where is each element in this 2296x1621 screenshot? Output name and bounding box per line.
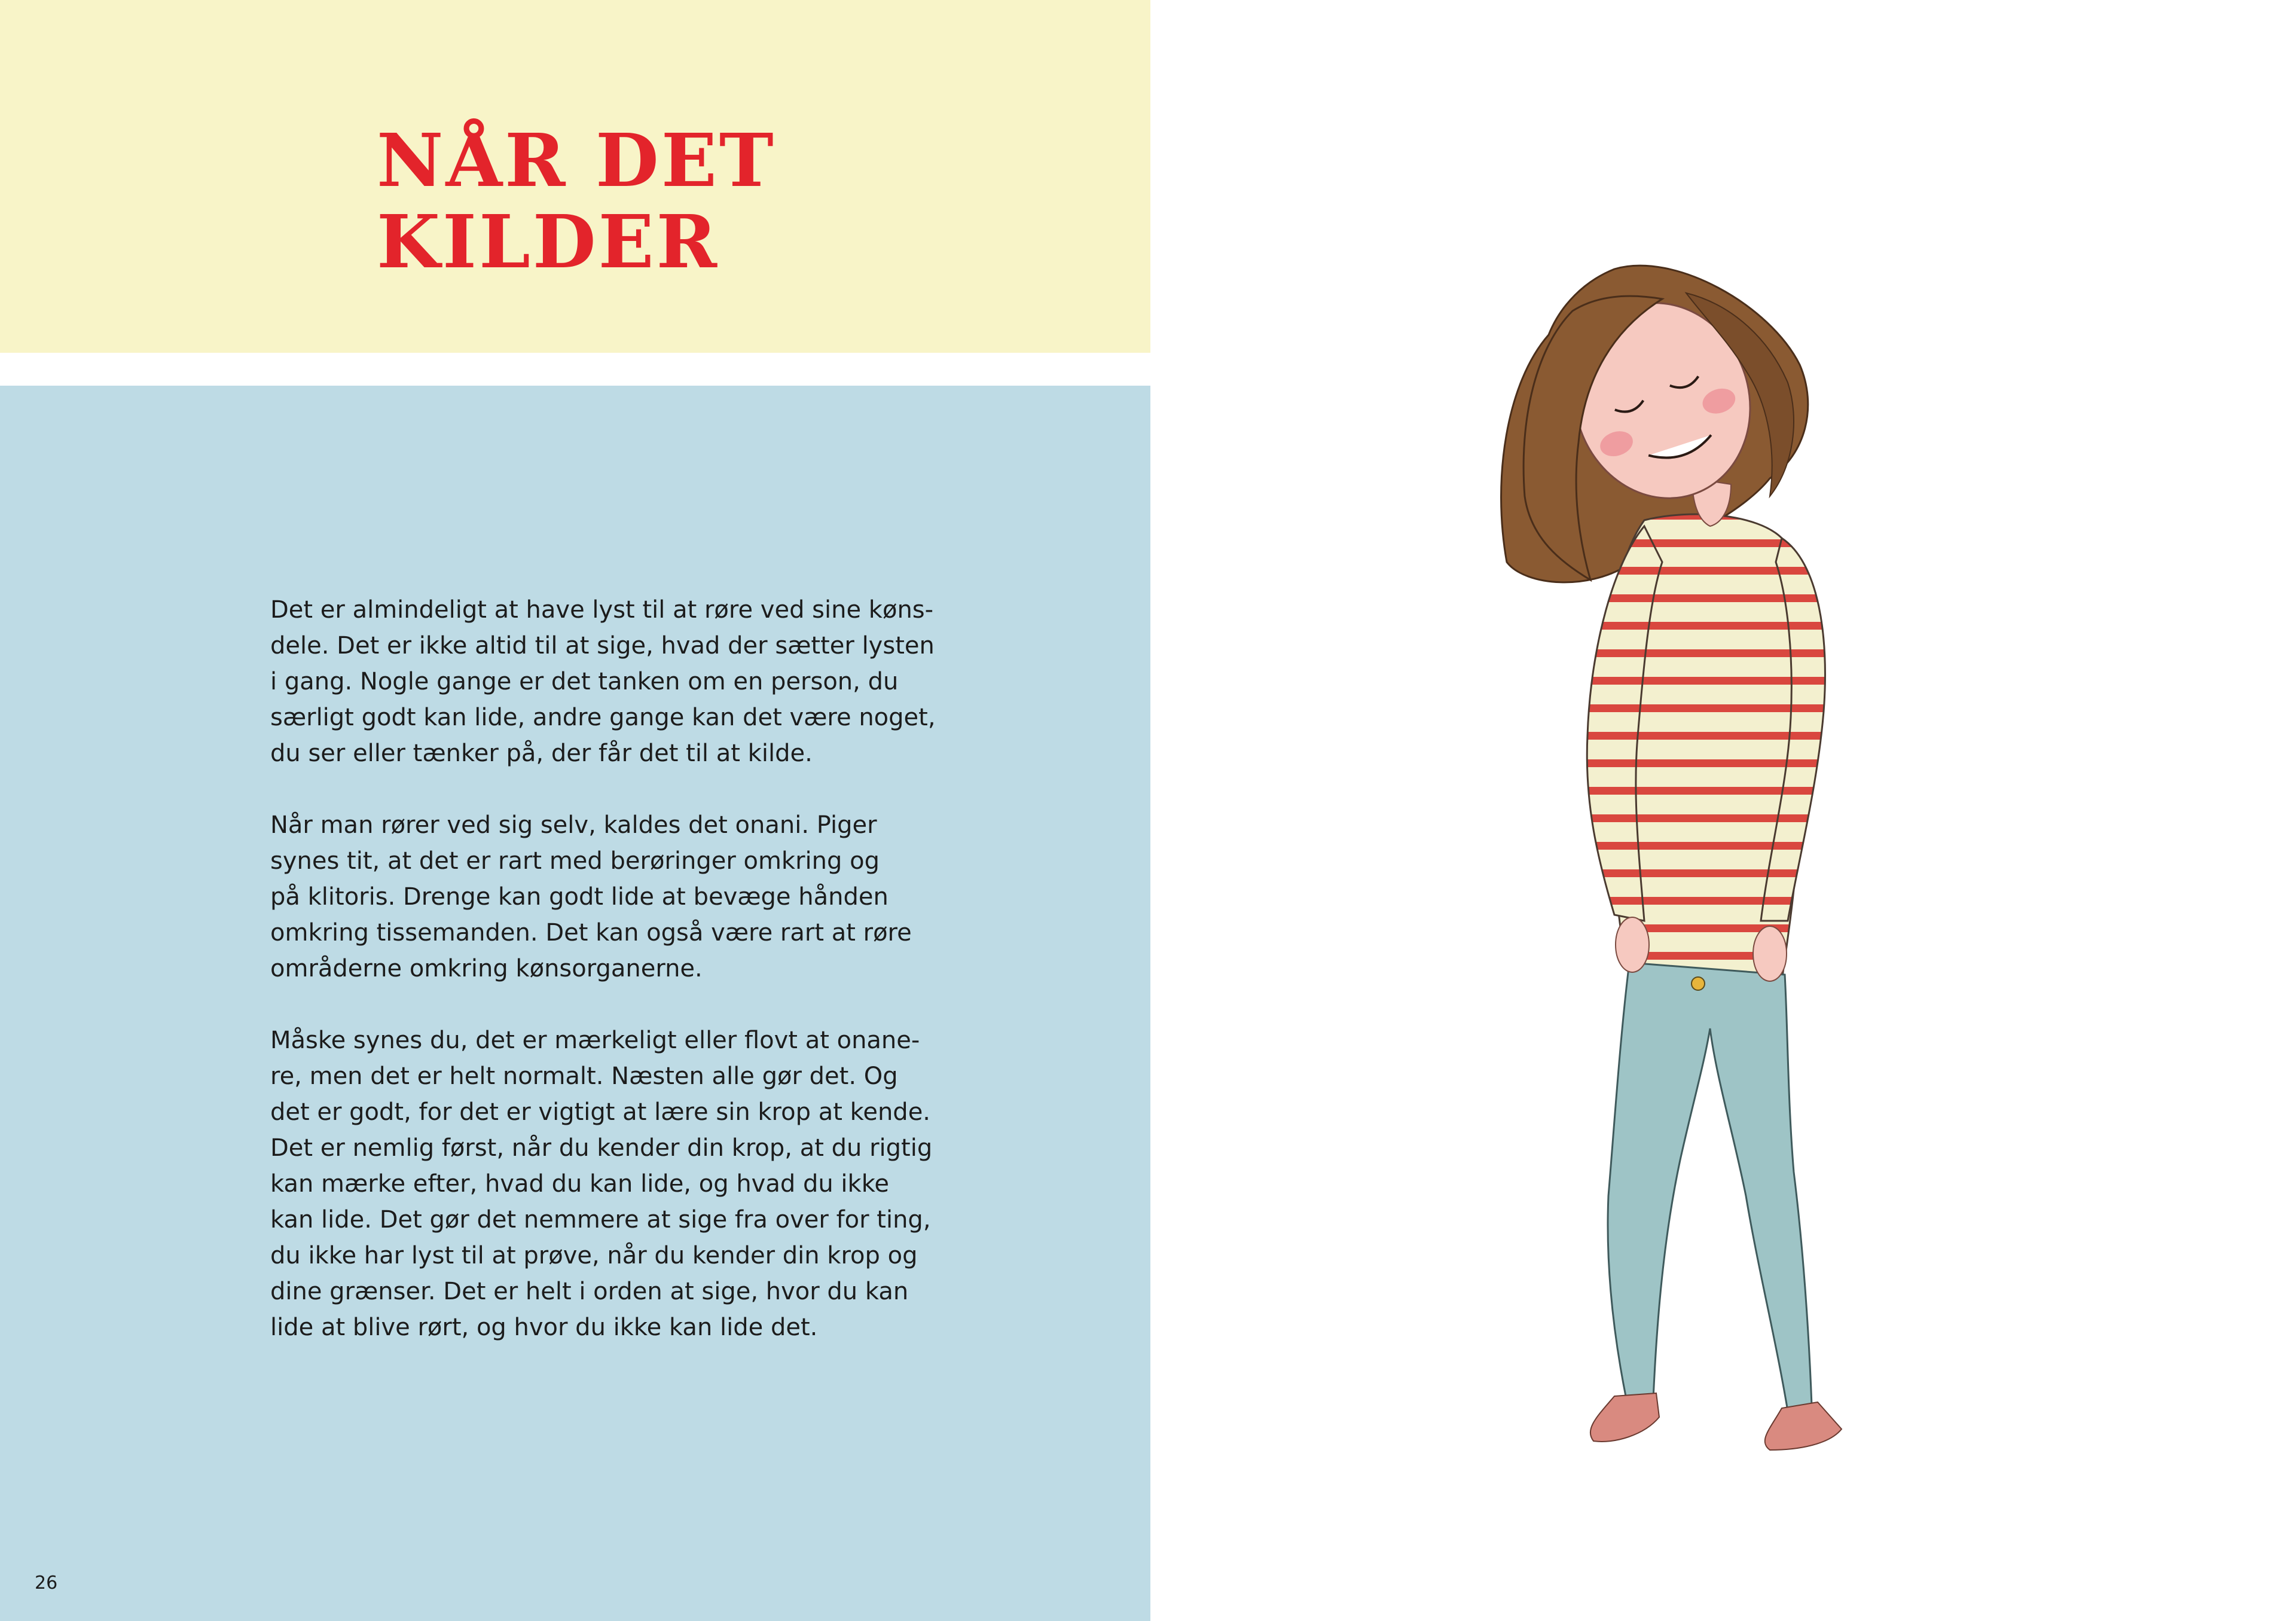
page-number: 26 <box>35 1573 58 1593</box>
girl-illustration-icon <box>1435 227 1973 1471</box>
text-line: re, men det er helt normalt. Næsten alle gør det. Og <box>270 1063 898 1090</box>
text-line: det er godt, for det er vigtigt at lære sin krop at kende. <box>270 1098 931 1126</box>
text-line: områderne omkring kønsorganerne. <box>270 955 703 982</box>
text-line: lide at blive rørt, og hvor du ikke kan lide det. <box>270 1314 818 1341</box>
title-line: NÅR DET <box>377 117 776 203</box>
text-line: kan mærke efter, hvad du kan lide, og hvad du ikke <box>270 1170 890 1198</box>
paragraph-3 <box>270 1022 933 1345</box>
right-foot <box>1765 1402 1842 1450</box>
paragraph-1 <box>270 592 936 771</box>
left-foot <box>1590 1393 1659 1442</box>
text-line: Når man rører ved sig selv, kaldes det onani. Piger <box>270 811 877 839</box>
text-line: kan lide. Det gør det nemmere at sige fra over for ting, <box>270 1206 931 1234</box>
text-line: du ikke har lyst til at prøve, når du kender din krop og <box>270 1242 918 1269</box>
text-line: dele. Det er ikke altid til at sige, hvad der sætter lysten <box>270 632 935 660</box>
text-line: synes tit, at det er rart med berøringer omkring og <box>270 847 880 875</box>
text-line: i gang. Nogle gange er det tanken om en person, du <box>270 668 899 695</box>
page-title <box>377 117 776 285</box>
text-line: særligt godt kan lide, andre gange kan det være noget, <box>270 704 936 731</box>
text-line: omkring tissemanden. Det kan også være rart at røre <box>270 919 912 947</box>
jeans-button <box>1692 977 1705 990</box>
jeans <box>1608 963 1812 1411</box>
text-line: Det er nemlig først, når du kender din krop, at du rigtig <box>270 1134 933 1162</box>
left-hand <box>1616 917 1649 972</box>
paragraph-2 <box>270 807 916 987</box>
title-line: KILDER <box>377 199 720 285</box>
body-text <box>270 592 936 1381</box>
text-line: Det er almindeligt at have lyst til at røre ved sine køns- <box>270 596 934 624</box>
text-line: på klitoris. Drenge kan godt lide at bevæge hånden <box>270 883 889 911</box>
text-line: Måske synes du, det er mærkeligt eller flovt at onane- <box>270 1027 920 1054</box>
right-hand <box>1753 926 1787 981</box>
text-line: du ser eller tænker på, der får det til at kilde. <box>270 740 813 767</box>
text-line: dine grænser. Det er helt i orden at sige, hvor du kan <box>270 1278 909 1305</box>
